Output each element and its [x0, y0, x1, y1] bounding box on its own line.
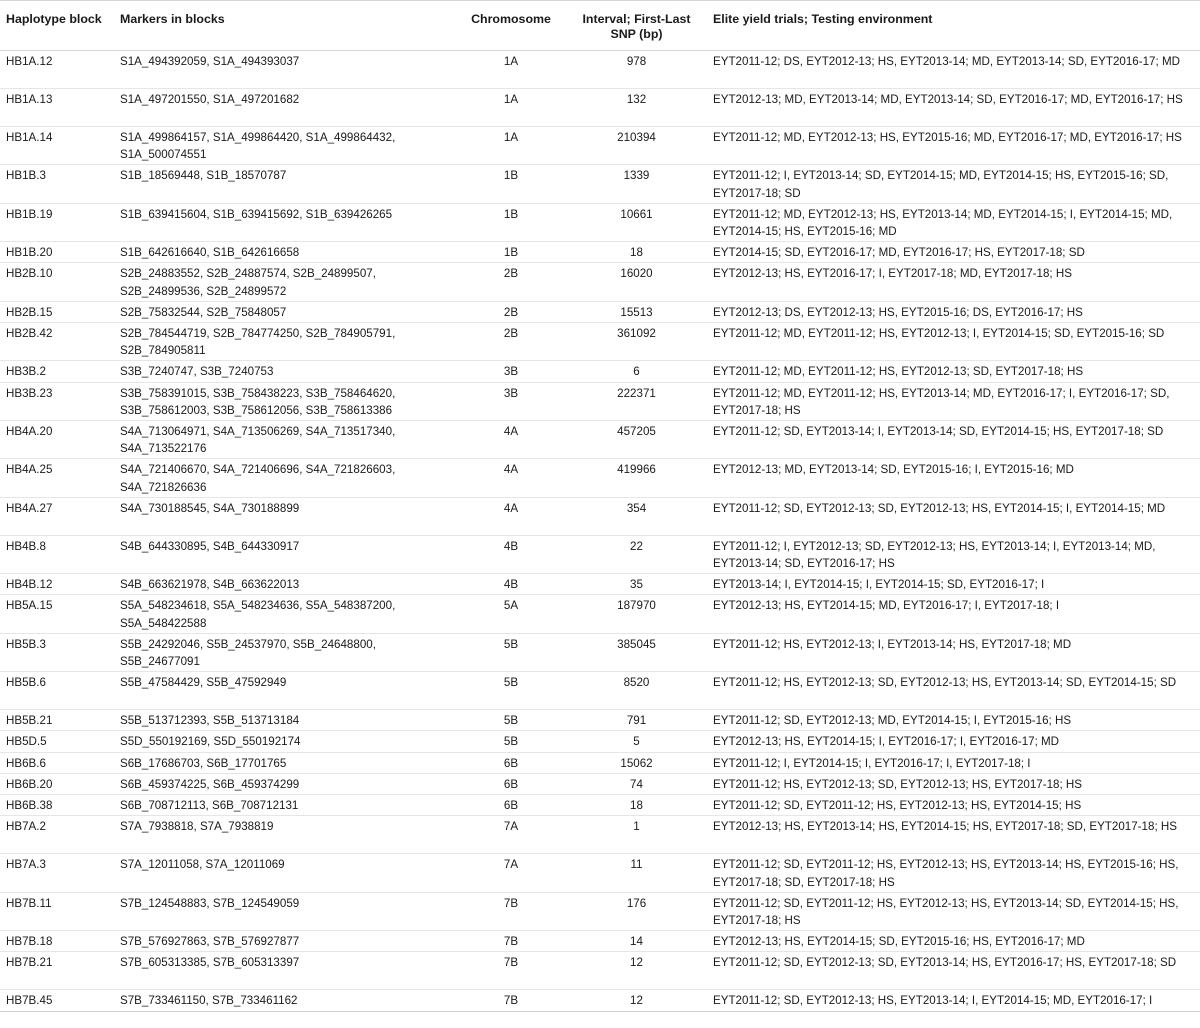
cell-interval: 6	[564, 361, 709, 382]
cell-interval: 222371	[564, 382, 709, 420]
cell-markers: S1B_639415604, S1B_639415692, S1B_639426265	[112, 203, 458, 241]
cell-block: HB4A.27	[0, 497, 112, 535]
cell-interval: 361092	[564, 323, 709, 361]
table-row	[0, 242, 1200, 263]
cell-chromosome: 7A	[458, 854, 564, 892]
cell-trials: EYT2011-12; SD, EYT2012-13; SD, EYT2013-14; HS, EYT2016-17; HS, EYT2017-18; SD	[709, 952, 1200, 990]
table-row	[0, 931, 1200, 952]
cell-trials: EYT2012-13; DS, EYT2012-13; HS, EYT2015-16; DS, EYT2016-17; HS	[709, 301, 1200, 322]
cell-chromosome: 5A	[458, 595, 564, 633]
cell-markers: S1B_642616640, S1B_642616658	[112, 242, 458, 263]
cell-markers: S1A_494392059, S1A_494393037	[112, 51, 458, 89]
cell-block: HB4B.8	[0, 535, 112, 573]
cell-trials: EYT2013-14; I, EYT2014-15; I, EYT2014-15; SD, EYT2016-17; I	[709, 574, 1200, 595]
cell-trials: EYT2012-13; HS, EYT2013-14; HS, EYT2014-15; HS, EYT2017-18; SD, EYT2017-18; HS	[709, 816, 1200, 854]
cell-block: HB2B.10	[0, 263, 112, 301]
cell-chromosome: 3B	[458, 361, 564, 382]
cell-block: HB6B.20	[0, 773, 112, 794]
cell-interval: 1	[564, 816, 709, 854]
table-row	[0, 952, 1200, 990]
cell-block: HB1B.20	[0, 242, 112, 263]
table-row	[0, 459, 1200, 497]
cell-interval: 22	[564, 535, 709, 573]
cell-interval: 10661	[564, 203, 709, 241]
cell-interval: 18	[564, 795, 709, 816]
header-haplotype-block: Haplotype block	[0, 1, 112, 51]
cell-interval: 8520	[564, 672, 709, 710]
cell-trials: EYT2011-12; HS, EYT2012-13; I, EYT2013-14; HS, EYT2017-18; MD	[709, 633, 1200, 671]
cell-block: HB4A.25	[0, 459, 112, 497]
cell-block: HB5A.15	[0, 595, 112, 633]
cell-trials: EYT2011-12; MD, EYT2012-13; HS, EYT2013-14; MD, EYT2014-15; I, EYT2014-15; MD, EYT2014-15; HS, EYT2015-16; MD	[709, 203, 1200, 241]
header-interval	[564, 1, 709, 51]
cell-markers: S2B_24883552, S2B_24887574, S2B_24899507, S2B_24899536, S2B_24899572	[112, 263, 458, 301]
table-row	[0, 203, 1200, 241]
cell-chromosome: 7B	[458, 952, 564, 990]
cell-chromosome: 5B	[458, 731, 564, 752]
table-row	[0, 710, 1200, 731]
cell-markers: S1A_497201550, S1A_497201682	[112, 89, 458, 127]
cell-interval: 15062	[564, 752, 709, 773]
cell-markers: S5B_513712393, S5B_513713184	[112, 710, 458, 731]
cell-markers: S7B_124548883, S7B_124549059	[112, 892, 458, 930]
cell-chromosome: 4B	[458, 574, 564, 595]
table-row	[0, 301, 1200, 322]
cell-markers: S2B_784544719, S2B_784774250, S2B_784905791, S2B_784905811	[112, 323, 458, 361]
cell-interval: 419966	[564, 459, 709, 497]
table-row	[0, 595, 1200, 633]
cell-block: HB1A.12	[0, 51, 112, 89]
header-chromosome: Chromosome	[458, 1, 564, 51]
cell-chromosome: 7B	[458, 990, 564, 1011]
cell-chromosome: 4A	[458, 421, 564, 459]
cell-block: HB1A.13	[0, 89, 112, 127]
cell-trials: EYT2011-12; I, EYT2013-14; SD, EYT2014-15; MD, EYT2014-15; HS, EYT2015-16; SD, EYT2017-18; SD	[709, 165, 1200, 203]
table-row	[0, 773, 1200, 794]
cell-trials: EYT2011-12; MD, EYT2011-12; HS, EYT2012-13; SD, EYT2017-18; HS	[709, 361, 1200, 382]
cell-trials: EYT2011-12; MD, EYT2012-13; HS, EYT2015-16; MD, EYT2016-17; MD, EYT2016-17; HS	[709, 127, 1200, 165]
cell-trials: EYT2011-12; SD, EYT2011-12; HS, EYT2012-13; HS, EYT2013-14; SD, EYT2014-15; HS, EYT2017-18; HS	[709, 892, 1200, 930]
cell-markers: S7B_576927863, S7B_576927877	[112, 931, 458, 952]
cell-block: HB7B.45	[0, 990, 112, 1011]
cell-markers: S7A_7938818, S7A_7938819	[112, 816, 458, 854]
table-row	[0, 89, 1200, 127]
table-row	[0, 127, 1200, 165]
table-row	[0, 633, 1200, 671]
cell-markers: S4B_663621978, S4B_663622013	[112, 574, 458, 595]
cell-block: HB1B.3	[0, 165, 112, 203]
cell-markers: S5B_47584429, S5B_47592949	[112, 672, 458, 710]
cell-block: HB5B.3	[0, 633, 112, 671]
cell-trials: EYT2011-12; SD, EYT2012-13; HS, EYT2013-14; I, EYT2014-15; MD, EYT2016-17; I	[709, 990, 1200, 1011]
cell-chromosome: 6B	[458, 773, 564, 794]
table-row	[0, 421, 1200, 459]
cell-chromosome: 4A	[458, 459, 564, 497]
cell-markers: S7B_733461150, S7B_733461162	[112, 990, 458, 1011]
cell-trials: EYT2011-12; SD, EYT2012-13; MD, EYT2014-15; I, EYT2015-16; HS	[709, 710, 1200, 731]
cell-block: HB3B.23	[0, 382, 112, 420]
table-row	[0, 535, 1200, 573]
cell-chromosome: 1A	[458, 89, 564, 127]
cell-interval: 15513	[564, 301, 709, 322]
cell-interval: 12	[564, 990, 709, 1011]
cell-chromosome: 7B	[458, 892, 564, 930]
cell-chromosome: 1B	[458, 165, 564, 203]
cell-chromosome: 2B	[458, 263, 564, 301]
cell-chromosome: 6B	[458, 795, 564, 816]
table-body	[0, 51, 1200, 1012]
header-trials: Elite yield trials; Testing environment	[709, 1, 1200, 51]
cell-trials: EYT2011-12; MD, EYT2011-12; HS, EYT2012-13; I, EYT2014-15; SD, EYT2015-16; SD	[709, 323, 1200, 361]
cell-trials: EYT2011-12; SD, EYT2011-12; HS, EYT2012-13; HS, EYT2013-14; HS, EYT2015-16; HS, EYT2017-18; SD, EYT2017-18; HS	[709, 854, 1200, 892]
cell-block: HB3B.2	[0, 361, 112, 382]
cell-chromosome: 4B	[458, 535, 564, 573]
table-header	[0, 1, 1200, 51]
cell-trials: EYT2011-12; SD, EYT2011-12; HS, EYT2012-13; HS, EYT2014-15; HS	[709, 795, 1200, 816]
table-row	[0, 795, 1200, 816]
cell-block: HB1B.19	[0, 203, 112, 241]
cell-chromosome: 5B	[458, 710, 564, 731]
table-row	[0, 816, 1200, 854]
cell-chromosome: 4A	[458, 497, 564, 535]
cell-trials: EYT2011-12; I, EYT2014-15; I, EYT2016-17; I, EYT2017-18; I	[709, 752, 1200, 773]
cell-chromosome: 2B	[458, 301, 564, 322]
cell-markers: S5B_24292046, S5B_24537970, S5B_24648800, S5B_24677091	[112, 633, 458, 671]
header-row	[0, 1, 1200, 51]
table-row	[0, 165, 1200, 203]
table-row	[0, 731, 1200, 752]
cell-chromosome: 5B	[458, 633, 564, 671]
cell-interval: 354	[564, 497, 709, 535]
cell-trials: EYT2012-13; HS, EYT2014-15; I, EYT2016-17; I, EYT2016-17; MD	[709, 731, 1200, 752]
cell-trials: EYT2014-15; SD, EYT2016-17; MD, EYT2016-17; HS, EYT2017-18; SD	[709, 242, 1200, 263]
cell-trials: EYT2011-12; HS, EYT2012-13; SD, EYT2012-13; HS, EYT2013-14; SD, EYT2014-15; SD	[709, 672, 1200, 710]
table-row	[0, 672, 1200, 710]
cell-block: HB7B.21	[0, 952, 112, 990]
cell-markers: S5D_550192169, S5D_550192174	[112, 731, 458, 752]
cell-trials: EYT2011-12; HS, EYT2012-13; SD, EYT2012-13; HS, EYT2017-18; HS	[709, 773, 1200, 794]
cell-markers: S7A_12011058, S7A_12011069	[112, 854, 458, 892]
cell-chromosome: 3B	[458, 382, 564, 420]
cell-interval: 35	[564, 574, 709, 595]
cell-block: HB5B.6	[0, 672, 112, 710]
cell-chromosome: 7B	[458, 931, 564, 952]
table-row	[0, 854, 1200, 892]
table-row	[0, 752, 1200, 773]
cell-chromosome: 1A	[458, 51, 564, 89]
cell-interval: 132	[564, 89, 709, 127]
cell-trials: EYT2012-13; HS, EYT2016-17; I, EYT2017-18; MD, EYT2017-18; HS	[709, 263, 1200, 301]
cell-chromosome: 1B	[458, 203, 564, 241]
cell-chromosome: 1B	[458, 242, 564, 263]
cell-interval: 16020	[564, 263, 709, 301]
header-interval-line2: SNP (bp)	[610, 27, 663, 41]
cell-trials: EYT2012-13; HS, EYT2014-15; SD, EYT2015-16; HS, EYT2016-17; MD	[709, 931, 1200, 952]
cell-trials: EYT2011-12; SD, EYT2012-13; SD, EYT2012-13; HS, EYT2014-15; I, EYT2014-15; MD	[709, 497, 1200, 535]
table-row	[0, 497, 1200, 535]
cell-interval: 791	[564, 710, 709, 731]
cell-trials: EYT2011-12; SD, EYT2013-14; I, EYT2013-14; SD, EYT2014-15; HS, EYT2017-18; SD	[709, 421, 1200, 459]
cell-markers: S5A_548234618, S5A_548234636, S5A_548387200, S5A_548422588	[112, 595, 458, 633]
header-interval-line1: Interval; First-Last	[582, 12, 691, 26]
cell-interval: 74	[564, 773, 709, 794]
cell-block: HB7B.18	[0, 931, 112, 952]
table-row	[0, 990, 1200, 1011]
cell-block: HB1A.14	[0, 127, 112, 165]
cell-chromosome: 5B	[458, 672, 564, 710]
cell-block: HB5D.5	[0, 731, 112, 752]
cell-block: HB4B.12	[0, 574, 112, 595]
cell-trials: EYT2012-13; MD, EYT2013-14; SD, EYT2015-16; I, EYT2015-16; MD	[709, 459, 1200, 497]
cell-interval: 1339	[564, 165, 709, 203]
cell-interval: 12	[564, 952, 709, 990]
cell-markers: S7B_605313385, S7B_605313397	[112, 952, 458, 990]
cell-trials: EYT2012-13; HS, EYT2014-15; MD, EYT2016-17; I, EYT2017-18; I	[709, 595, 1200, 633]
cell-interval: 385045	[564, 633, 709, 671]
cell-interval: 210394	[564, 127, 709, 165]
cell-block: HB4A.20	[0, 421, 112, 459]
cell-trials: EYT2011-12; I, EYT2012-13; SD, EYT2012-13; HS, EYT2013-14; I, EYT2013-14; MD, EYT2013-14; SD, EYT2016-17; HS	[709, 535, 1200, 573]
cell-block: HB2B.15	[0, 301, 112, 322]
cell-interval: 14	[564, 931, 709, 952]
header-markers: Markers in blocks	[112, 1, 458, 51]
cell-block: HB2B.42	[0, 323, 112, 361]
table-row	[0, 574, 1200, 595]
cell-trials: EYT2011-12; DS, EYT2012-13; HS, EYT2013-14; MD, EYT2013-14; SD, EYT2016-17; MD	[709, 51, 1200, 89]
cell-trials: EYT2012-13; MD, EYT2013-14; MD, EYT2013-14; SD, EYT2016-17; MD, EYT2016-17; HS	[709, 89, 1200, 127]
cell-markers: S4B_644330895, S4B_644330917	[112, 535, 458, 573]
cell-markers: S2B_75832544, S2B_75848057	[112, 301, 458, 322]
table-row	[0, 51, 1200, 89]
cell-trials: EYT2011-12; MD, EYT2011-12; HS, EYT2013-14; MD, EYT2016-17; I, EYT2016-17; SD, EYT2017-18; HS	[709, 382, 1200, 420]
cell-markers: S4A_713064971, S4A_713506269, S4A_713517340, S4A_713522176	[112, 421, 458, 459]
cell-interval: 18	[564, 242, 709, 263]
cell-block: HB5B.21	[0, 710, 112, 731]
table-row	[0, 382, 1200, 420]
cell-markers: S4A_730188545, S4A_730188899	[112, 497, 458, 535]
cell-markers: S6B_459374225, S6B_459374299	[112, 773, 458, 794]
cell-block: HB6B.6	[0, 752, 112, 773]
cell-block: HB7B.11	[0, 892, 112, 930]
table-row	[0, 263, 1200, 301]
cell-chromosome: 7A	[458, 816, 564, 854]
cell-interval: 5	[564, 731, 709, 752]
cell-markers: S6B_17686703, S6B_17701765	[112, 752, 458, 773]
cell-interval: 978	[564, 51, 709, 89]
cell-markers: S6B_708712113, S6B_708712131	[112, 795, 458, 816]
cell-markers: S3B_7240747, S3B_7240753	[112, 361, 458, 382]
cell-interval: 11	[564, 854, 709, 892]
cell-block: HB7A.2	[0, 816, 112, 854]
cell-block: HB7A.3	[0, 854, 112, 892]
table-row	[0, 892, 1200, 930]
cell-interval: 457205	[564, 421, 709, 459]
cell-markers: S1B_18569448, S1B_18570787	[112, 165, 458, 203]
table-row	[0, 361, 1200, 382]
cell-block: HB6B.38	[0, 795, 112, 816]
cell-chromosome: 6B	[458, 752, 564, 773]
cell-chromosome: 1A	[458, 127, 564, 165]
cell-chromosome: 2B	[458, 323, 564, 361]
cell-markers: S4A_721406670, S4A_721406696, S4A_721826603, S4A_721826636	[112, 459, 458, 497]
cell-markers: S3B_758391015, S3B_758438223, S3B_758464620, S3B_758612003, S3B_758612056, S3B_758613386	[112, 382, 458, 420]
cell-markers: S1A_499864157, S1A_499864420, S1A_499864432, S1A_500074551	[112, 127, 458, 165]
table-row	[0, 323, 1200, 361]
cell-interval: 187970	[564, 595, 709, 633]
cell-interval: 176	[564, 892, 709, 930]
